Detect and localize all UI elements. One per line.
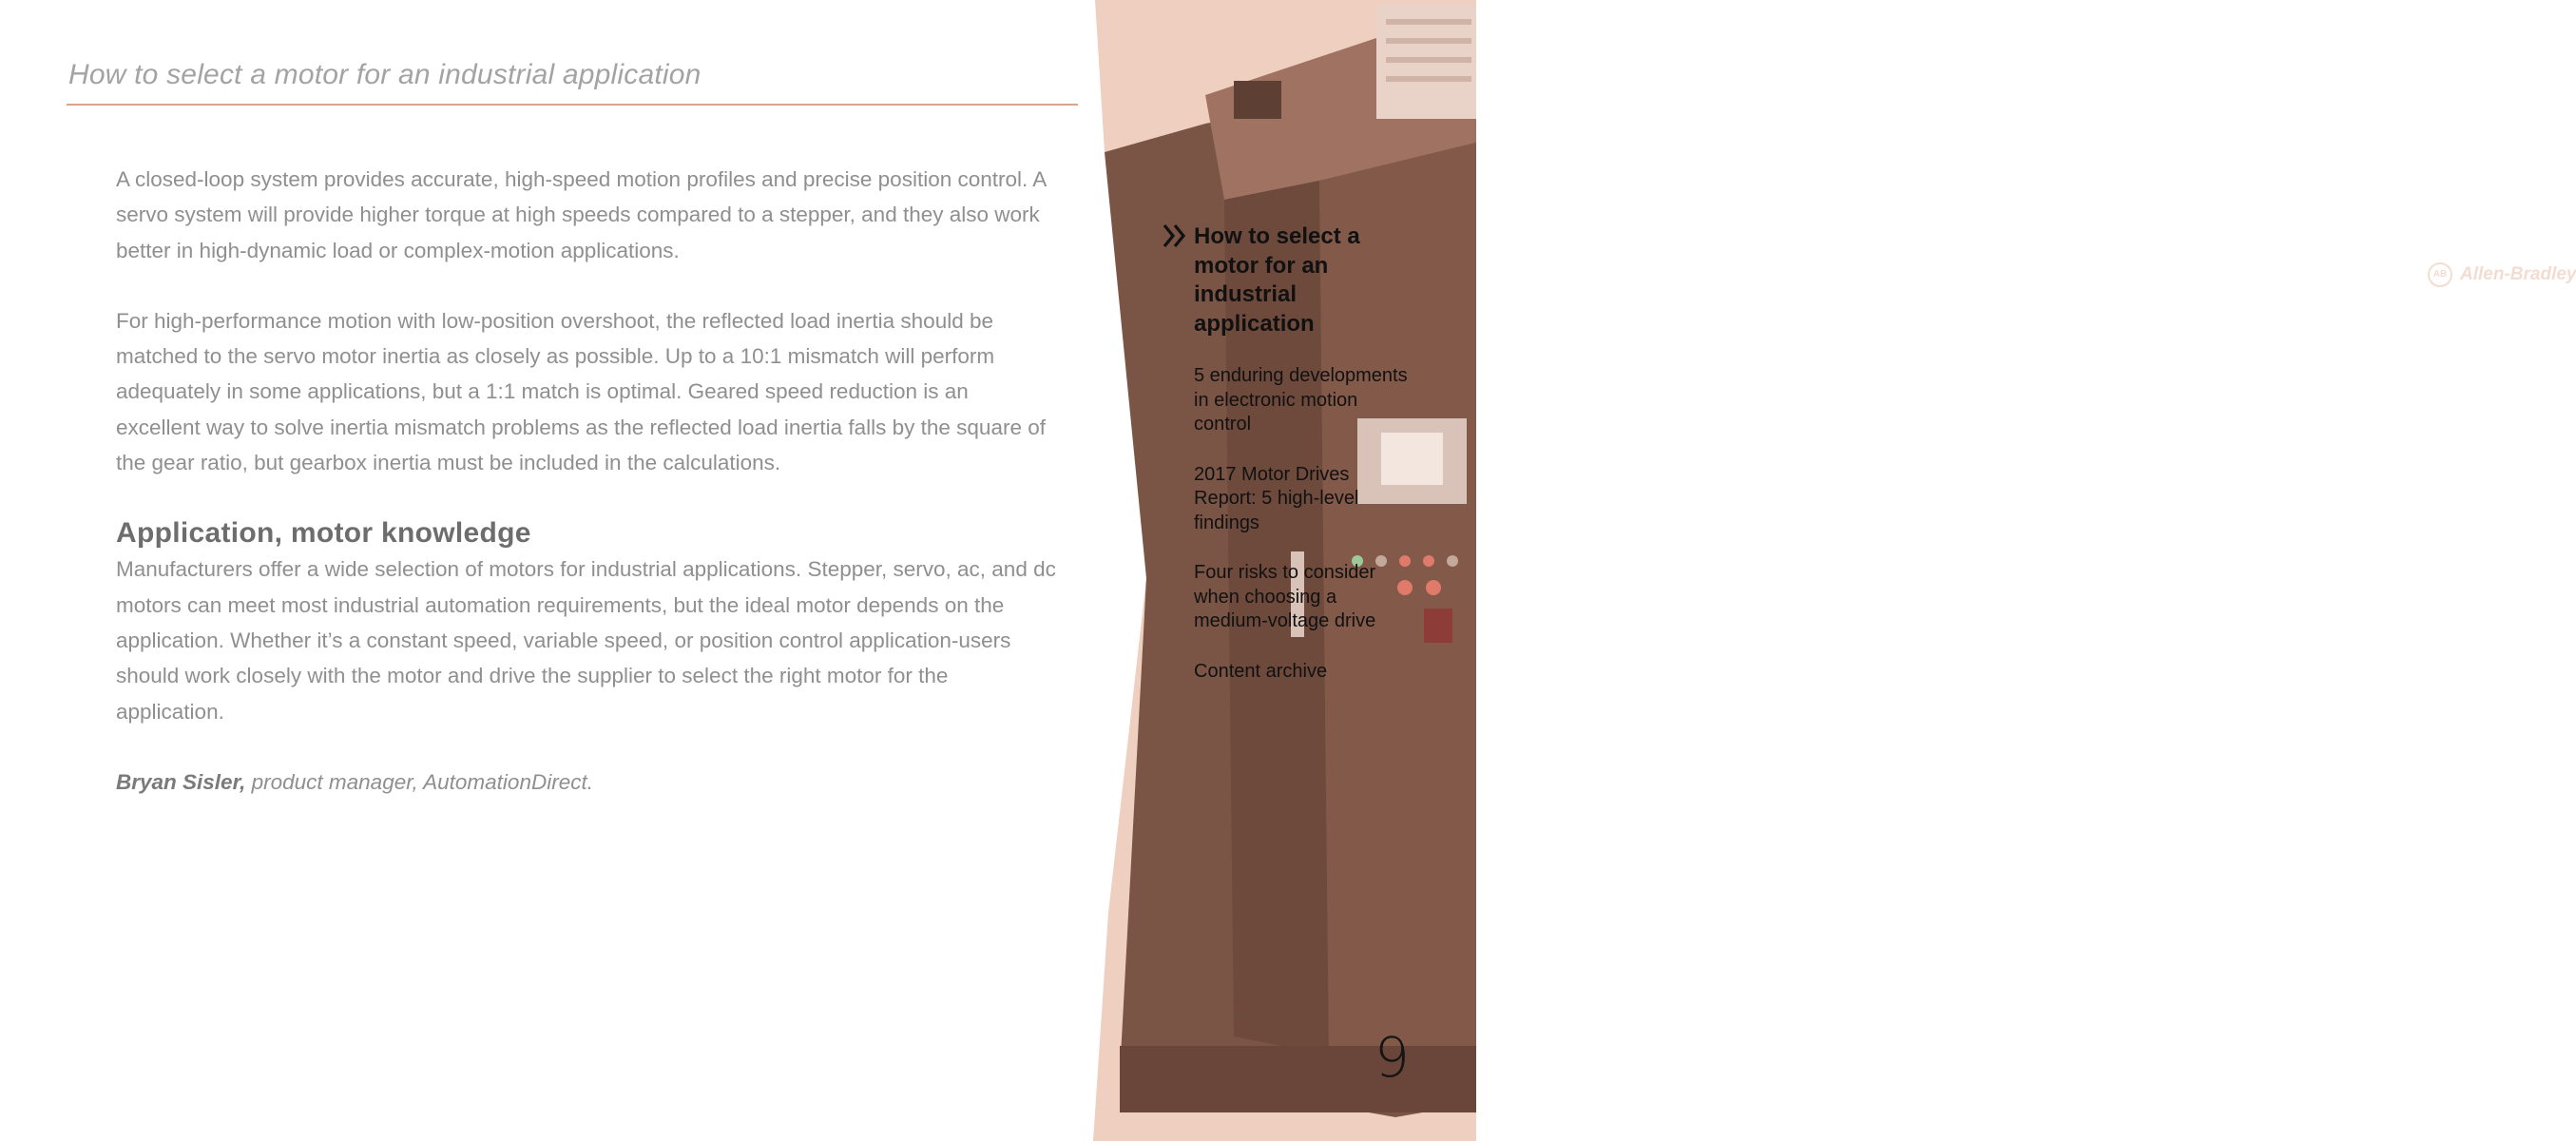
brand-label: AB Allen-Bradley xyxy=(2428,262,2576,287)
toc-item[interactable]: Four risks to consider when choosing a medium-voltage drive xyxy=(1194,562,1376,632)
paragraph: Manufacturers offer a wide selection of motors for industrial applications. Stepper, servo, ac, and dc motors can meet most industrial automation requirements, but the ideal motor depends on the application. Whether it’s a constant speed, variable speed, or position control application-users should work closely with the motor and drive the supplier to select the right motor for the application. xyxy=(116,557,1056,724)
toc-item-current[interactable]: How to select a motor for an industrial application xyxy=(1194,222,1413,338)
page-title: How to select a motor for an industrial application xyxy=(68,59,702,90)
section-heading: Application, motor knowledge xyxy=(116,517,531,550)
byline xyxy=(116,764,1057,800)
byline-role: product manager, AutomationDirect. xyxy=(251,769,593,794)
double-chevron-right-icon xyxy=(1162,222,1188,250)
paragraph: A closed-loop system provides accurate, high-speed motion profiles and precise position control. A servo system will provide higher torque at high speeds compared to a stepper, and they also work better in high-dynamic load or complex-motion applications. xyxy=(116,167,1047,262)
table-of-contents xyxy=(1194,222,1413,709)
brand-logo-icon: AB xyxy=(2428,262,2452,287)
byline-author: Bryan Sisler, xyxy=(116,769,246,794)
toc-item[interactable]: 5 enduring developments in electronic motion control xyxy=(1194,365,1408,435)
header-divider xyxy=(67,104,1078,106)
paragraph: For high-performance motion with low-position overshoot, the reflected load inertia should be matched to the servo motor inertia as closely as possible. Up to a 10:1 mismatch will perform adequately in some applications, but a 1:1 match is optimal. Geared speed reduction is an excellent way to solve inertia mismatch problems as the reflected load inertia falls by the square of the gear ratio, but gearbox inertia must be included in the calculations. xyxy=(116,308,1046,475)
page-number: 9 xyxy=(1375,1025,1410,1090)
article-body xyxy=(116,162,1057,835)
toc-item-archive[interactable]: Content archive xyxy=(1194,660,1328,682)
toc-item[interactable]: 2017 Motor Drives Report: 5 high-level findings xyxy=(1194,463,1359,533)
